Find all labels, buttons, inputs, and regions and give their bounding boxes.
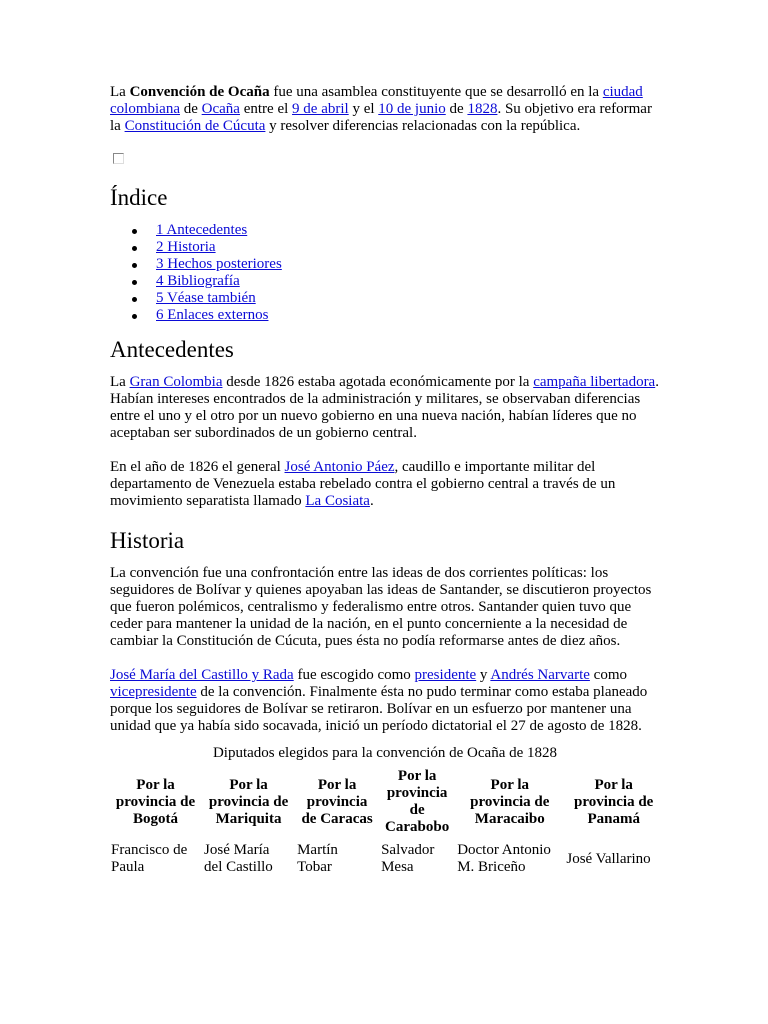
table-header-mariquita <box>203 768 294 836</box>
header-line: provincia de <box>574 793 654 810</box>
bullet-icon <box>132 314 137 319</box>
cell-line: Francisco de <box>111 842 188 858</box>
historia-paragraph-1: La convención fue una confrontación entre las ideas de dos corrientes políticas: los seguidores de Bolívar y quienes apoyaban las ideas de Santander, se discutieron proyectos que fueron polémicos, centralismo y federalismo entre otros. Santander quien tuvo que ceder para mantener la unidad de la nación, en el punto concerniente a la necesidad de cambiar la Constitución de Cúcuta, pues ésta no podía reformarse antes de diez años. <box>110 565 652 649</box>
table-header-panama <box>565 768 662 836</box>
header-line: Por la <box>317 776 357 793</box>
body-text: y <box>476 667 491 683</box>
table-cell <box>110 838 201 876</box>
cell-line: José María <box>204 842 270 858</box>
intro-text: . Su objetivo era reformar la <box>110 101 652 134</box>
article-content <box>110 84 660 878</box>
intro-text: de <box>445 101 468 117</box>
header-line: Por la <box>594 776 633 793</box>
historia-paragraph-2 <box>110 667 660 735</box>
header-line: Panamá <box>587 810 640 827</box>
cell-line: M. Briceño <box>457 859 526 875</box>
link-vicepresidente[interactable]: vicepresidente <box>110 684 197 700</box>
link-ciudad-colombiana[interactable]: ciudad colombiana <box>110 84 643 117</box>
cell-line: Tobar <box>297 859 332 875</box>
cell-line: del Castillo <box>204 859 273 875</box>
toc-link-bibliografia[interactable]: 4 Bibliografía <box>156 273 240 289</box>
bullet-icon <box>132 297 137 302</box>
body-text: En el año de 1826 el general <box>110 459 285 475</box>
table-header-maracaibo <box>456 768 563 836</box>
link-jose-antonio-paez[interactable]: José Antonio Páez <box>284 459 395 475</box>
body-text: como <box>589 667 627 683</box>
intro-text: de <box>179 101 202 117</box>
toc-item <box>156 273 660 290</box>
body-text: La <box>110 374 130 390</box>
cell-line: Mesa <box>381 859 414 875</box>
table-caption: Diputados elegidos para la convención de Ocaña de 1828 <box>212 745 558 761</box>
link-gran-colombia[interactable]: Gran Colombia <box>129 374 223 390</box>
table-cell <box>380 838 454 876</box>
link-10-de-junio[interactable]: 10 de junio <box>378 101 446 117</box>
toc-link-historia[interactable]: 2 Historia <box>156 239 216 255</box>
table-cell <box>565 838 662 876</box>
table-cell <box>456 838 563 876</box>
broken-image-icon <box>113 153 124 164</box>
toc-link-antecedentes[interactable]: 1 Antecedentes <box>156 222 248 238</box>
antecedentes-paragraph-1 <box>110 374 660 442</box>
link-9-de-abril[interactable]: 9 de abril <box>292 101 349 117</box>
header-line: provincia de <box>115 793 196 810</box>
toc-link-hechos-posteriores[interactable]: 3 Hechos posteriores <box>156 256 282 272</box>
body-text: . Habían intereses encontrados de la administración y militares, se observaban diferencias entre el uno y el otro por un nuevo gobierno en una nueva nación, habían líderes que no aceptaban ser subordinados de un gobierno central. <box>110 374 659 441</box>
link-presidente[interactable]: presidente <box>414 667 477 683</box>
toc-item <box>156 222 660 239</box>
toc-list <box>110 222 660 324</box>
body-text: desde 1826 estaba agotada económicamente por la <box>222 374 534 390</box>
cell-line: Doctor Antonio <box>457 842 551 858</box>
link-andres-narvarte[interactable]: Andrés Narvarte <box>490 667 590 683</box>
bullet-icon <box>132 246 137 251</box>
header-line: Por la <box>397 768 437 784</box>
header-line: Bogotá <box>133 810 179 827</box>
cell-line: José Vallarino <box>566 850 651 867</box>
link-1828[interactable]: 1828 <box>467 101 498 117</box>
body-text: de la convención. Finalmente ésta no pudo terminar como estaba planeado porque los seguidores de Bolívar se retiraron. Bolívar en un esfuerzo por mantener una unidad que ya había sido socavada, inició un período dictatorial el 27 de agosto de 1828. <box>110 684 648 734</box>
intro-text: La <box>110 84 130 100</box>
link-ocana[interactable]: Ocaña <box>201 101 240 117</box>
intro-text: entre el <box>239 101 293 117</box>
antecedentes-paragraph-2 <box>110 459 660 510</box>
intro-text: y el <box>348 101 379 117</box>
toc-item <box>156 256 660 273</box>
diputados-table <box>108 766 664 878</box>
header-line: Maracaibo <box>474 810 545 827</box>
table-header-row <box>110 768 662 836</box>
toc-item <box>156 307 660 324</box>
toc-title: Índice <box>110 185 168 210</box>
header-line: provincia de <box>208 793 289 810</box>
intro-text: fue una asamblea constituyente que se desarrolló en la <box>269 84 603 100</box>
header-line: provincia de <box>470 793 550 810</box>
toc-link-enlaces-externos[interactable]: 6 Enlaces externos <box>156 307 269 323</box>
header-line: de Caracas <box>301 810 373 827</box>
article-subject: Convención de Ocaña <box>129 84 270 100</box>
section-title-historia: Historia <box>110 528 185 553</box>
header-line: Mariquita <box>215 810 282 827</box>
body-text: , caudillo e importante militar del departamento de Venezuela estaba rebelado contra el gobierno central a través de un movimiento separatista llamado <box>110 459 616 509</box>
table-cell <box>296 838 378 876</box>
table-header-bogota <box>110 768 201 836</box>
header-line: Por la <box>136 776 175 793</box>
body-text: fue escogido como <box>293 667 415 683</box>
toc-item <box>156 239 660 256</box>
cell-line: Martín <box>297 842 338 858</box>
table-row <box>110 838 662 876</box>
intro-text: y resolver diferencias relacionadas con la república. <box>265 118 581 134</box>
intro-paragraph <box>110 84 660 135</box>
bullet-icon <box>132 229 137 234</box>
body-text: . <box>369 493 374 509</box>
header-line: provincia <box>306 793 368 810</box>
header-line: de <box>409 802 425 818</box>
cell-line: Salvador <box>381 842 435 858</box>
section-title-antecedentes: Antecedentes <box>110 337 234 362</box>
link-campana-libertadora[interactable]: campaña libertadora <box>533 374 656 390</box>
header-line: provincia <box>386 785 448 801</box>
toc-item <box>156 290 660 307</box>
link-constitucion-de-cucuta[interactable]: Constitución de Cúcuta <box>124 118 266 134</box>
cell-line: Paula <box>111 859 145 875</box>
header-line: Por la <box>490 776 530 793</box>
table-header-carabobo <box>380 768 454 836</box>
link-jose-maria-del-castillo-y-rada[interactable]: José María del Castillo y Rada <box>110 667 294 683</box>
toc-link-vease-tambien[interactable]: 5 Véase también <box>156 290 256 306</box>
table-cell <box>203 838 294 876</box>
link-la-cosiata[interactable]: La Cosiata <box>305 493 370 509</box>
bullet-icon <box>132 280 137 285</box>
header-line: Carabobo <box>385 819 450 835</box>
header-line: Por la <box>229 776 268 793</box>
table-header-caracas <box>296 768 378 836</box>
bullet-icon <box>132 263 137 268</box>
